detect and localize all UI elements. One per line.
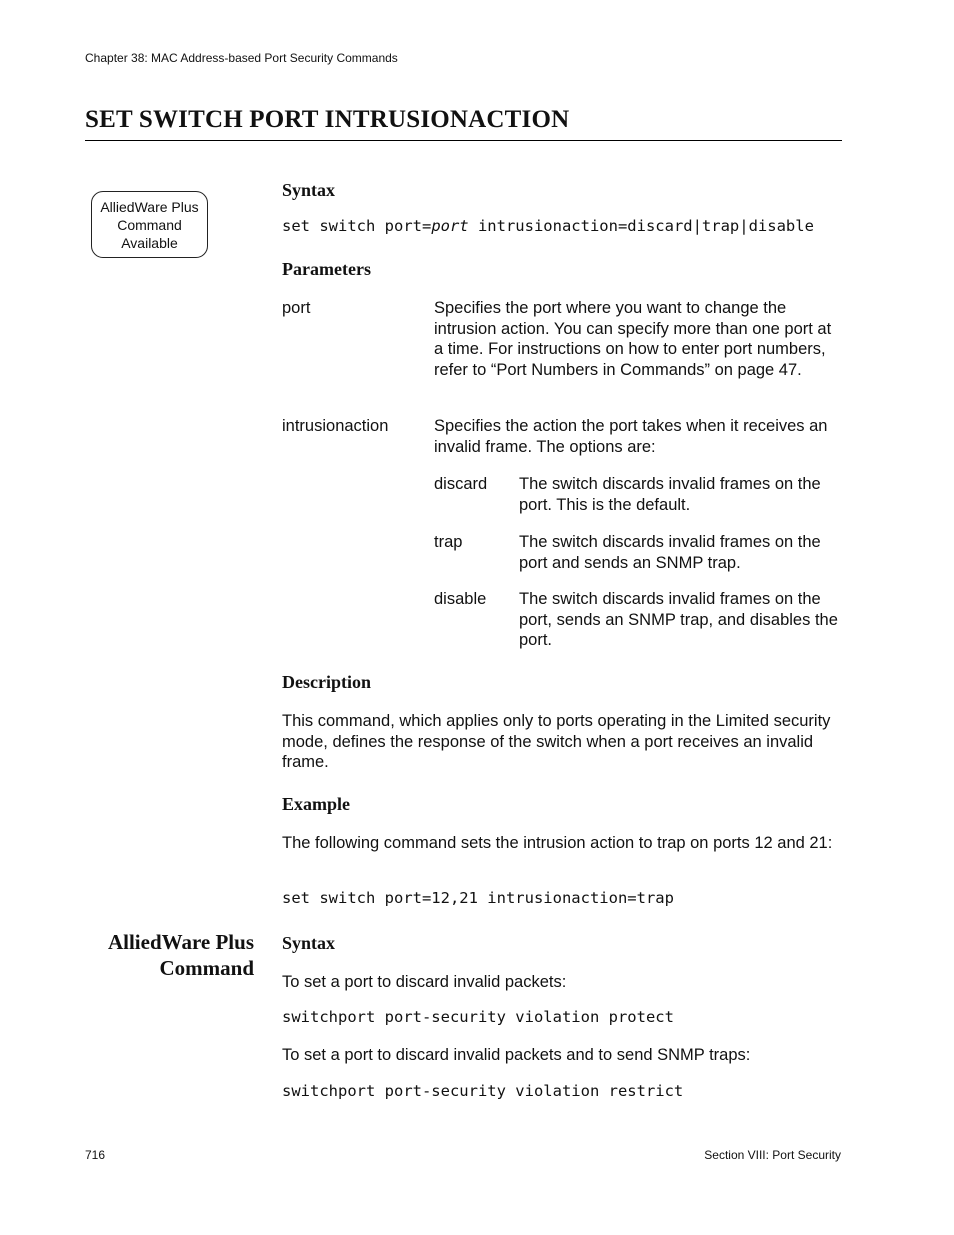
syntax-heading: Syntax	[282, 180, 336, 200]
awplus-side-line-1: AlliedWare Plus	[107, 930, 254, 954]
badge-line-2: Command	[117, 217, 182, 233]
awplus-syntax-heading: Syntax	[282, 933, 336, 953]
param-name-port: port	[282, 299, 311, 317]
awplus-code-1: switchport port-security violation protect	[282, 1008, 674, 1026]
syntax-suffix: intrusionaction=discard|trap|disable	[468, 217, 814, 235]
title-rule	[85, 140, 842, 141]
description-text: This command, which applies only to ports operating in the Limited security mode, defines the response of the switch when a port receives an invalid frame.	[282, 712, 831, 771]
option-name-trap: trap	[434, 533, 463, 551]
syntax-param: port	[431, 217, 469, 235]
syntax-prefix: set switch port=	[282, 217, 432, 235]
awplus-side-heading	[60, 929, 254, 981]
option-name-disable: disable	[434, 590, 487, 608]
syntax-command	[282, 217, 814, 235]
awplus-text-1: To set a port to discard invalid packets:	[282, 973, 567, 991]
param-name-intrusionaction: intrusionaction	[282, 417, 389, 435]
option-desc-discard: The switch discards invalid frames on the port. This is the default.	[519, 475, 821, 514]
page-title: SET SWITCH PORT INTRUSIONACTION	[85, 106, 570, 133]
badge-line-3: Available	[121, 235, 178, 251]
awplus-side-line-2: Command	[159, 956, 254, 980]
option-desc-trap: The switch discards invalid frames on the port and sends an SNMP trap.	[519, 533, 821, 572]
example-heading: Example	[282, 794, 351, 814]
page-number: 716	[85, 1148, 106, 1162]
example-code: set switch port=12,21 intrusionaction=trap	[282, 889, 674, 907]
parameters-heading: Parameters	[282, 259, 371, 279]
awplus-code-2: switchport port-security violation restrict	[282, 1082, 684, 1100]
awplus-available-badge	[91, 191, 208, 258]
option-name-discard: discard	[434, 475, 488, 493]
option-desc-disable: The switch discards invalid frames on the port, sends an SNMP trap, and disables the port.	[519, 590, 838, 649]
running-footer-section: Section VIII: Port Security	[704, 1148, 841, 1162]
example-text: The following command sets the intrusion action to trap on ports 12 and 21:	[282, 834, 833, 852]
param-desc-intrusionaction: Specifies the action the port takes when it receives an invalid frame. The options are:	[434, 417, 828, 456]
awplus-text-2: To set a port to discard invalid packets and to send SNMP traps:	[282, 1046, 751, 1064]
description-heading: Description	[282, 672, 371, 692]
running-header: Chapter 38: MAC Address-based Port Security Commands	[85, 51, 398, 65]
param-desc-port: Specifies the port where you want to change the intrusion action. You can specify more than one port at a time. For instructions on how to enter port numbers, refer to “Port Numbers in Commands” on page 47.	[434, 299, 832, 379]
badge-line-1: AlliedWare Plus	[100, 199, 199, 215]
